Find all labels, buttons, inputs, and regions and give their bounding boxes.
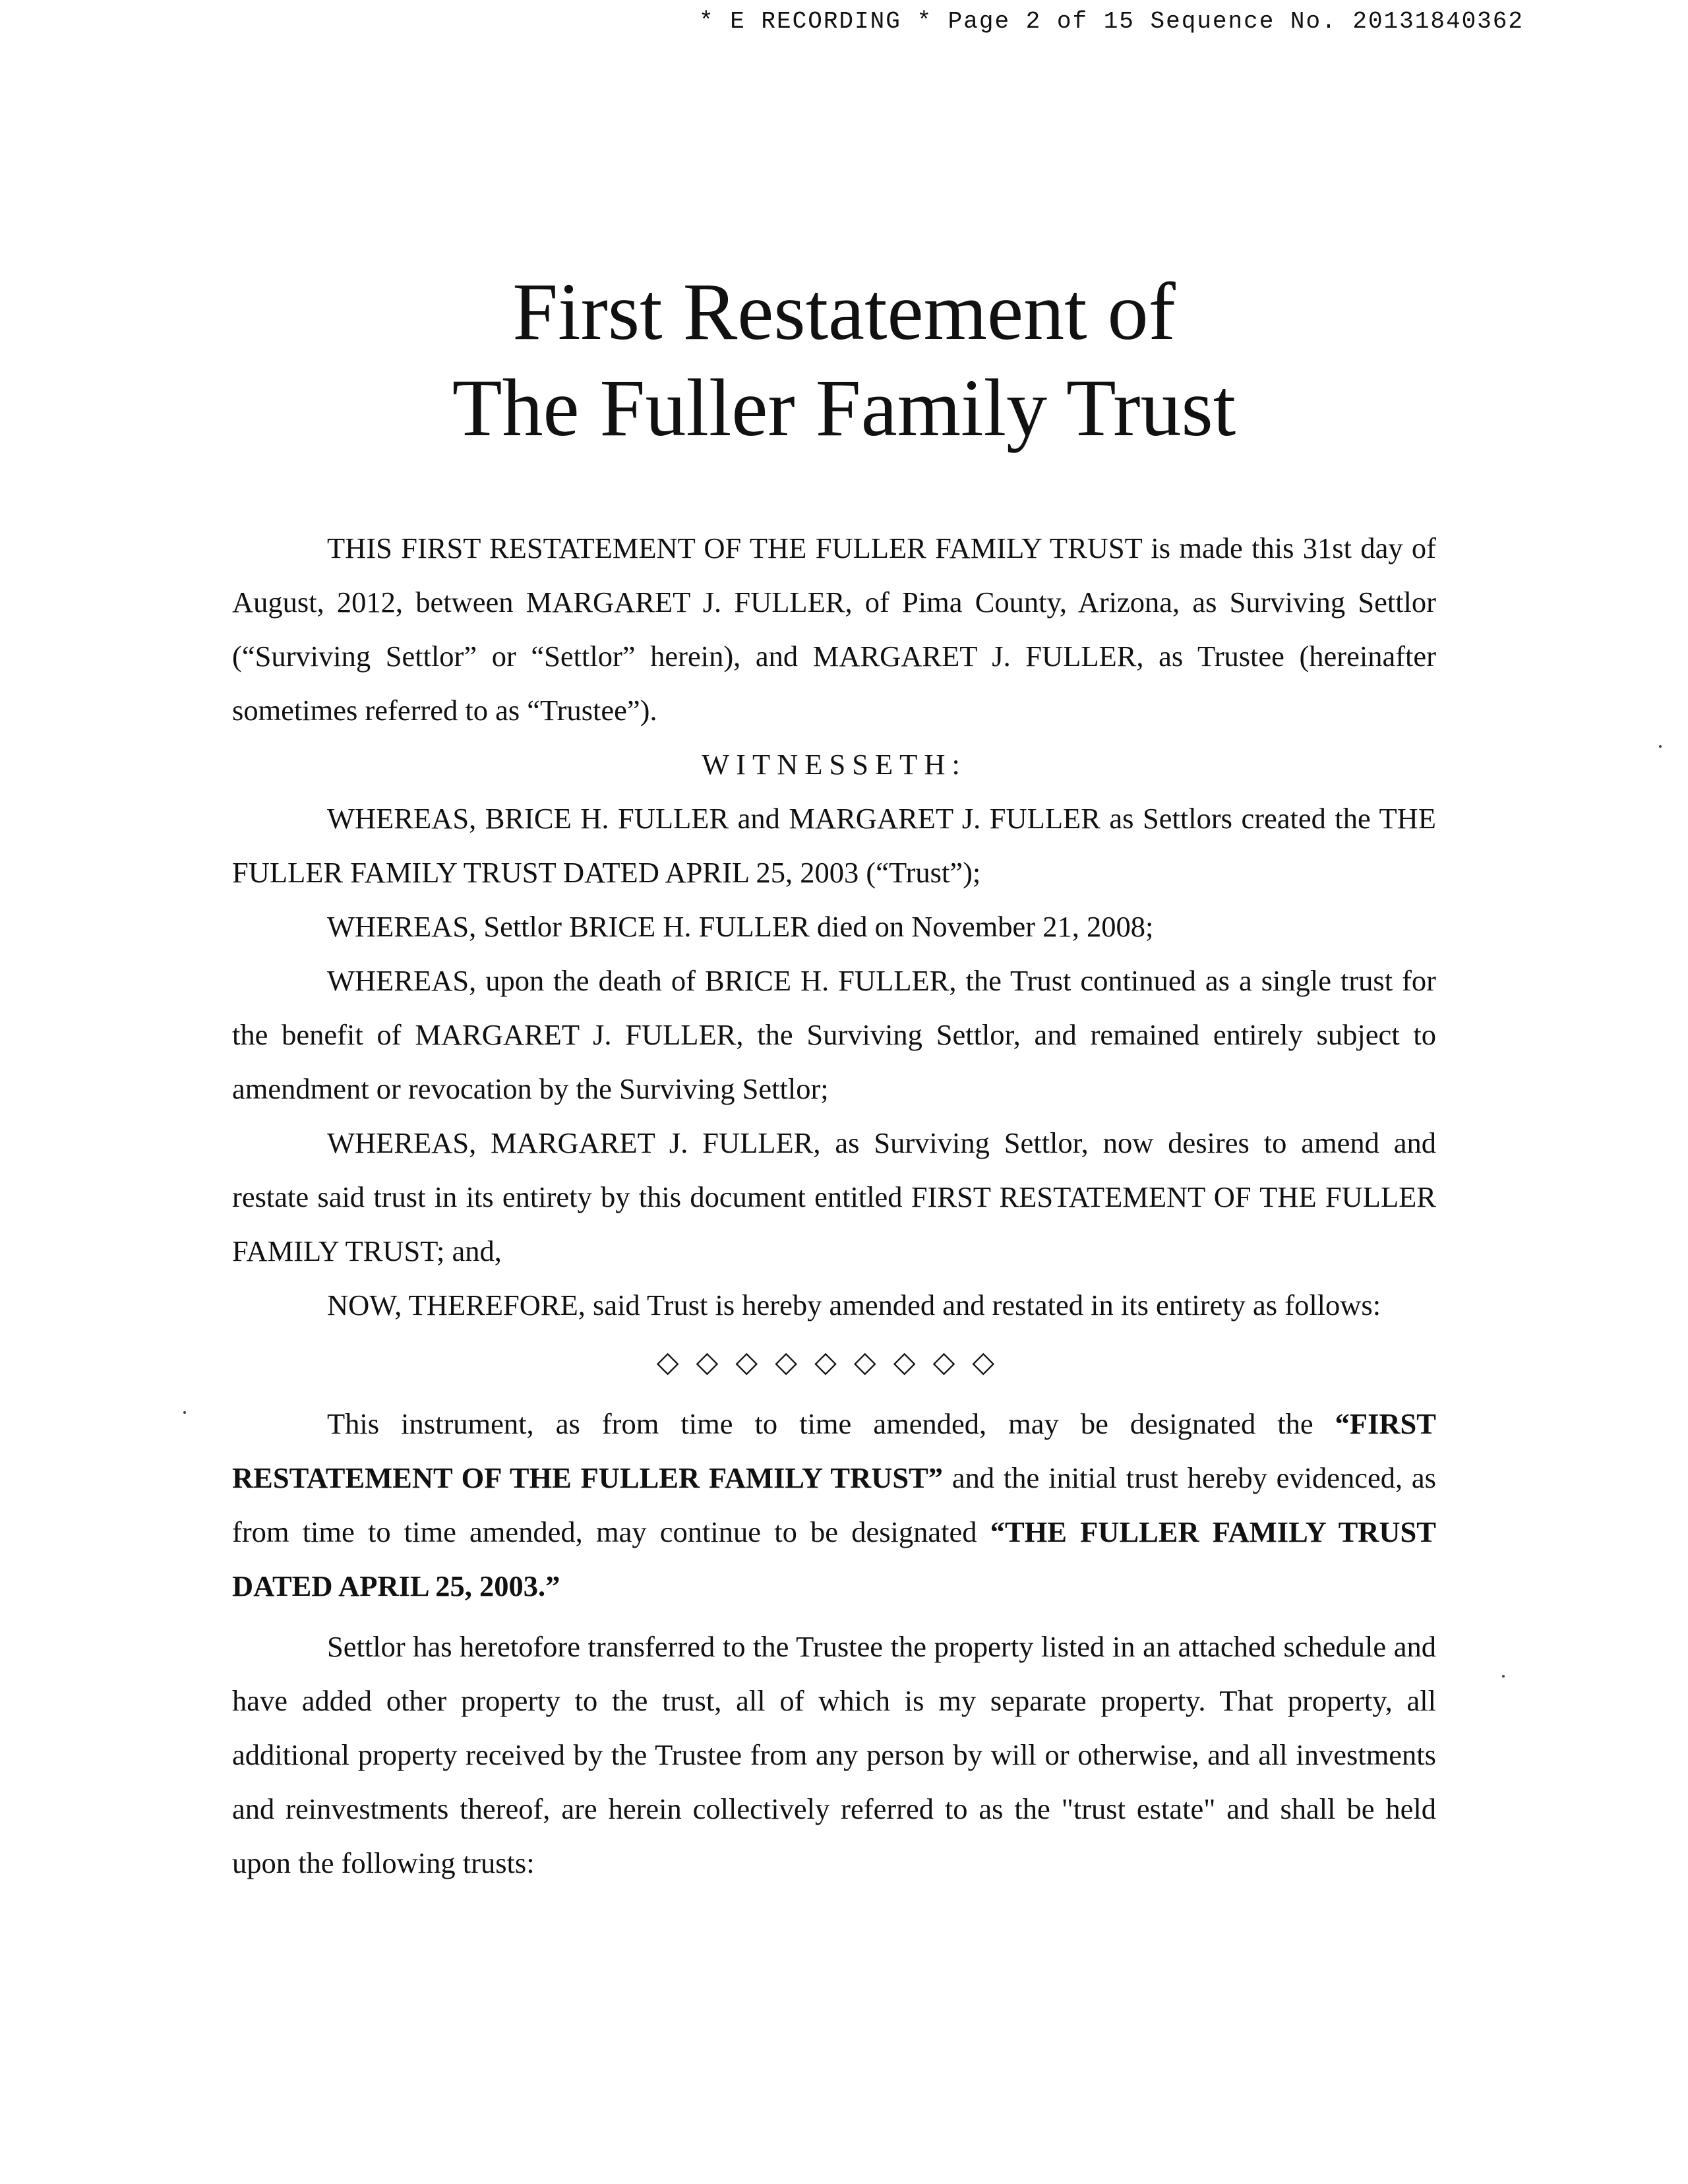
designation-text-1: This instrument, as from time to time amended, may be designated the — [327, 1407, 1335, 1440]
designation-text-2: and the initial trust hereby evidenced, as from time to time amended, may continue to be designated — [232, 1461, 1436, 1548]
title-line-2: The Fuller Family Trust — [452, 363, 1236, 453]
whereas-paragraph-3: WHEREAS, upon the death of BRICE H. FULLER, the Trust continued as a single trust for the benefit of MARGARET J. FULLER, the Surviving Settlor, and remained entirely subject to amendment or revocation by the Surviving Settlor; — [232, 964, 1436, 1105]
diamond-divider: ◇◇◇◇◇◇◇◇◇ — [656, 1345, 1012, 1379]
designation-paragraph — [232, 1397, 1436, 1613]
designation-bold-1: “FIRST RESTATEMENT OF THE FULLER FAMILY TRUST” — [232, 1407, 1436, 1494]
title-line-1: First Restatement of — [512, 266, 1176, 357]
designation-bold-2: “THE FULLER FAMILY TRUST DATED APRIL 25, 2003.” — [232, 1515, 1436, 1602]
witnesseth-heading: WITNESSETH: — [702, 748, 967, 781]
whereas-paragraph-1: WHEREAS, BRICE H. FULLER and MARGARET J. FULLER as Settlors created the THE FULLER FAMILY TRUST DATED APRIL 25, 2003 (“Trust”); — [232, 802, 1436, 889]
whereas-paragraph-4: WHEREAS, MARGARET J. FULLER, as Surviving Settlor, now desires to amend and restate said trust in its entirety by this document entitled FIRST RESTATEMENT OF THE FULLER FAMILY TRUST; and, — [232, 1126, 1436, 1267]
document-title — [0, 264, 1688, 456]
trust-property-paragraph: Settlor has heretofore transferred to the Trustee the property listed in an attached schedule and have added other property to the trust, all of which is my separate property. That property, all additional property received by the Trustee from any person by will or otherwise, and all investments and reinvestments thereof, are herein collectively referred to as the "trust estate" and shall be held upon the following trusts: — [232, 1630, 1436, 1879]
scan-speck — [1659, 745, 1662, 748]
whereas-paragraph-2: WHEREAS, Settlor BRICE H. FULLER died on November 21, 2008; — [327, 910, 1154, 943]
document-body — [232, 521, 1436, 1890]
now-therefore-paragraph: NOW, THEREFORE, said Trust is hereby amended and restated in its entirety as follows: — [327, 1289, 1381, 1321]
scan-speck — [183, 1411, 186, 1414]
intro-paragraph: THIS FIRST RESTATEMENT OF THE FULLER FAMILY TRUST is made this 31st day of August, 2012, between MARGARET J. FULLER, of Pima County, Arizona, as Surviving Settlor (“Surviving Settlor” or “Settlor” herein), and MARGARET J. FULLER, as Trustee (hereinafter sometimes referred to as “Trustee”). — [232, 531, 1436, 727]
scan-speck — [1502, 1675, 1505, 1678]
recording-header: * E RECORDING * Page 2 of 15 Sequence No. 20131840362 — [699, 8, 1524, 35]
